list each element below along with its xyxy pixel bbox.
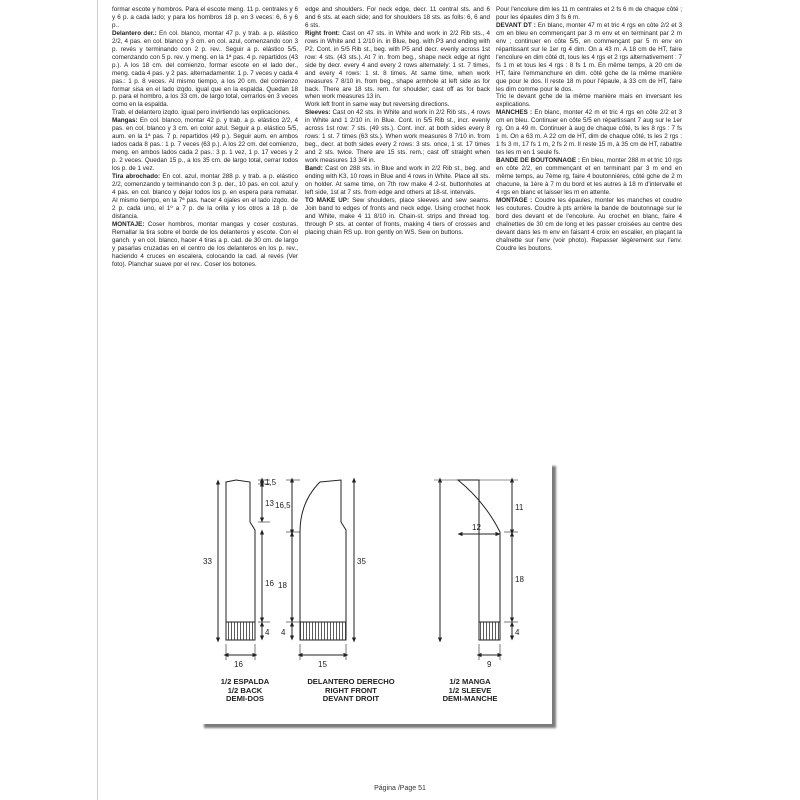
front-rib-dim: 4 [281, 628, 286, 637]
page-margin-rule [97, 0, 98, 800]
sleeve-rib [479, 622, 500, 640]
paragraph: Pour l'encolure dim les 11 m centrales et 2 fs 6 m de chaque côté ; pour les épaules dim 3 fs 6 m. [496, 6, 682, 21]
paragraph: MANCHES : En blanc, monter 42 m et tric 4 rgs en côte 2/2 et 3 cm en bleu. Continuer en côte 5/5 en répartissant 7 aug sur le 1er rg. On a 49 m. Continuer à aug de chaque côté, ts les 8 rgs : 7 fs 1 m. On a 63 m. A 22 cm de HT, dim de chaque côté, ts les 2 rgs : 1 fs 3 m, 17 fs 1 m, 2 fs 2 m. Il reste 15 m, à 35 cm de HT, rabattre tes les m en 1 seule fs. [496, 109, 683, 157]
paragraph: TO MAKE UP: Sew shoulders, place sleeves and sew seams. Join band to edges of fronts and neck edge. Using crochet hook and White, make 4 11 8/10 in. Chain-st. strips and thread tog. through P sts. at center of fronts, making 4 tiers of crosses and placing chain RS up. Iron gently on WS. Sew on buttons. [305, 196, 490, 236]
paragraph: Tira abrochado: En col. azul, montar 288 p. y trab. a p. elástico 2/2, comenzando y terminando con 3 p. der., 10 pas. en col. azul y 4 pas. en col. blanco y dejar todos los p. en espera para rematar. Al mismo tiempo, en la 7ª pas. hacer 4 ojales en el lado izqdo. de 2 p. cada uno, el 1º a 7 p. de la orilla y los otros a 18 p. de distancia. [112, 173, 298, 220]
front-height-dim: 35 [357, 557, 366, 566]
column-spanish [112, 6, 298, 268]
column-english [305, 6, 490, 237]
page-footer: Página /Page 51 [374, 785, 426, 792]
sleeve-rib-dim: 4 [515, 628, 520, 637]
paragraph: MONTAJE: Coser hombros, montar mangas y coser costuras. Remallar la tira sobre el borde de los delanteros y escote. Con el ganch. y en col. blanco, hacer 4 tiras a p. cad. de 30 cm. de largo y pasarlas cruzadas en el centro de los delanteros en los p. rev., haciendo 4 cruces en escalera, colocando la cad. al revés (Ver foto). Planchar suave por el rev.. Coser los botones. [112, 220, 298, 268]
paragraph: Band: Cast on 288 sts. in Blue and work in 2/2 Rib st., beg. and ending with K3, 10 rows in Blue and 4 rows in White. Place all sts. on holder. At same time, on 7th row make 4 2-st. buttonholes at left side, 1st at 7 sts. from edge and others at 18-st. intervals. [305, 165, 490, 196]
paragraph: Tric le devant gche de la même manière mais en inversant les explications. [496, 93, 682, 109]
paragraph: MONTAGE : Coudre les épaules, monter les manches et coudre les coutures. Coudre à pts arrière la bande de boutonnage sur le bord des devant et de l'encolure. Au crochet en blanc, faire 4 chaînettes de 30 cm de long et les passer croisées au centre des devant dans les m env en faisant 4 croix en escalier, en plaçant la chaînette sur l'env (voir photo). Repasser légèrement sur l'env. Coudre les boutons. [496, 196, 683, 252]
paragraph: edge and shoulders. For neck edge, decr. 11 central sts. and 6 and 6 sts. at each side; and for shoulders 18 sts. as folls: 6, 6 and 6 sts. [305, 6, 490, 29]
front-armhole-dim: 18 [278, 581, 287, 590]
back-armhole-dim: 16 [265, 579, 274, 588]
sleeve-body-dim: 18 [515, 575, 524, 584]
paragraph: BANDE DE BOUTONNAGE : En bleu, monter 288 m et tric 10 rgs en côte 2/2, en commençant et en terminant par 3 m end en même temps, au 7ème rg, faire 4 boutonnières, côté gche de 2 m chacune, la 1ère à 7 m du bord et les autres à 18 m d'intervalle et 4 rgs en blanc et laisser les m en attente. [496, 157, 682, 196]
back-top-dim: 1,5 [265, 478, 277, 487]
sleeve-cap-width-dim: 12 [472, 523, 481, 532]
back-outline [226, 480, 255, 622]
sleeve-width-dim: 9 [487, 660, 492, 669]
paragraph: Sleeves: Cast on 42 sts. in White and work in 2/2 Rib sts., 4 rows in White and 1 2/10 in. in Blue. Cont. in 5/5 Rib st., incr. evenly across 1st row: 7 sts. (49 sts.). Cont. incr. at both sides every 8 rows: 1 st. 7 times (63 sts.). When work measures 8 7/10 in. from beg., decr. at both sides every 2 rows: 3 sts. once, 1 st. 17 times and 2 sts. twice. There are 15 sts. rem.; cast off straight when work measures 13 3/4 in. [305, 109, 490, 165]
paragraph: Delantero der.: En col. blanco, montar 47 p. y trab. a p. elástico 2/2, 4 pas. en col. blanco y 3 cm. en col. azul, comenzando con 3 p. revés y terminando con 2 p. rev.. Seguir a p. elástico 5/5, comenzando con 5 p. rev. y meng. en la 1ª pas. 4 p. repartidos (43 p.). A los 18 cm. del comienzo, formar escote en el lado der., meng. cada 4 pas. y 2 pas. alternadamente: 1 p. 7 veces y cada 4 pas.: 1 p. 8 veces. Al mismo tiempo, a los 20 cm. del comienzo formar sisa en el lado izqdo. igual que en la espalda. Quedan 18 p. para el hombro, a los 33 cm. de largo total, cerrarlos en 3 veces como en la espalda. [112, 29, 298, 109]
front-width-dim: 15 [318, 660, 327, 669]
paragraph: DEVANT DT : En blanc, monter 47 m et tric 4 rgs en côte 2/2 et 3 cm en bleu en commençant par 3 m env et en terminant par 2 m env ; continuer en côte 5/5, en commençant par 5 m env en répartissant sur le 1er rg 4 dim. On a 43 m. A 18 cm de HT, faire l'encolure en dim côté dt, tous les 4 rgs et 2 rgs alternativement : 7 fs 1 m et tous les 4 rgs : 8 fs 1 m. En même temps, à 20 cm de HT, faire l'emmanchure en dim. côté gche de la même manière que pour le dos. Il reste 18 m pour l'épaule, à 33 cm de HT, faire les dim comme pour le dos. [496, 21, 682, 93]
back-rib-dim: 4 [265, 628, 270, 637]
paragraph: formar escote y hombros. Para el escote meng. 11 p. centrales y 6 y 6 p. a cada lado; y para los hombros 18 p. en 3 veces: 6, 6 y 6 p.. [112, 6, 298, 29]
back-rib [226, 622, 255, 640]
front-rib [300, 622, 346, 640]
schematics-panel [200, 462, 552, 724]
back-height-dim: 33 [203, 557, 212, 566]
paragraph: Right front: Cast on 47 sts. in White and work in 2/2 Rib sts., 4 rows in White and 1 2/10 in. in Blue, beg. with P3 and ending with P2. Cont. in 5/5 Rib st., beg. with P5 and decr. evenly across 1st row: 4 sts. (43 sts.). At 7 in. from beg., shape neck edge at right side by decr. every 4 and every 2 rows alternately: 1 st. 7 times, and every 4 rows: 1 st. 8 times. At same time, when work measures 7 8/10 in. from beg., shape armhole at left side as for back. There are 18 sts. rem. for shoulder; cast off as for back when work measures 13 in. [305, 29, 490, 101]
back-caption: 1/2 ESPALDA 1/2 BACK DEMI-DOS [220, 677, 270, 704]
sleeve-cap-dim: 11 [515, 503, 524, 512]
front-neck-dim: 16,5 [275, 501, 291, 510]
front-caption: DELANTERO DERECHO RIGHT FRONT DEVANT DROIT [307, 677, 395, 704]
paragraph: Mangas: En col. blanco, montar 42 p. y trab. a p. elástico 2/2, 4 pas. en col. blanco y 3 cm. en color azul. Seguir a p. elástico 5/5, aum. en la 1ª pas. 7 p. repartidos (49 p.). Seguir aum. en ambos lados cada 8 pas.: 1 p. 7 veces (63 p.). A los 22 cm. del comienzo, meng. en ambos lados cada 2 pas.: 3 p. 1 vez, 1 p. 17 veces y 2 p. 2 veces. Quedan 15 p., a los 35 cm. de largo total, cerrar todos los p. de 1 vez. [112, 117, 298, 173]
paragraph: Work left front in same way but reversing directions. [305, 101, 450, 109]
sleeve-caption: 1/2 MANGA 1/2 SLEEVE DEMI-MANCHE [442, 677, 498, 704]
paragraph: Trab. el delantero izqdo. igual pero invirtiendo las explicaciones. [112, 109, 291, 117]
front-outline [300, 480, 346, 622]
back-neck-dim: 13 [265, 499, 274, 508]
column-french [496, 6, 682, 253]
back-width-dim: 16 [234, 660, 243, 669]
